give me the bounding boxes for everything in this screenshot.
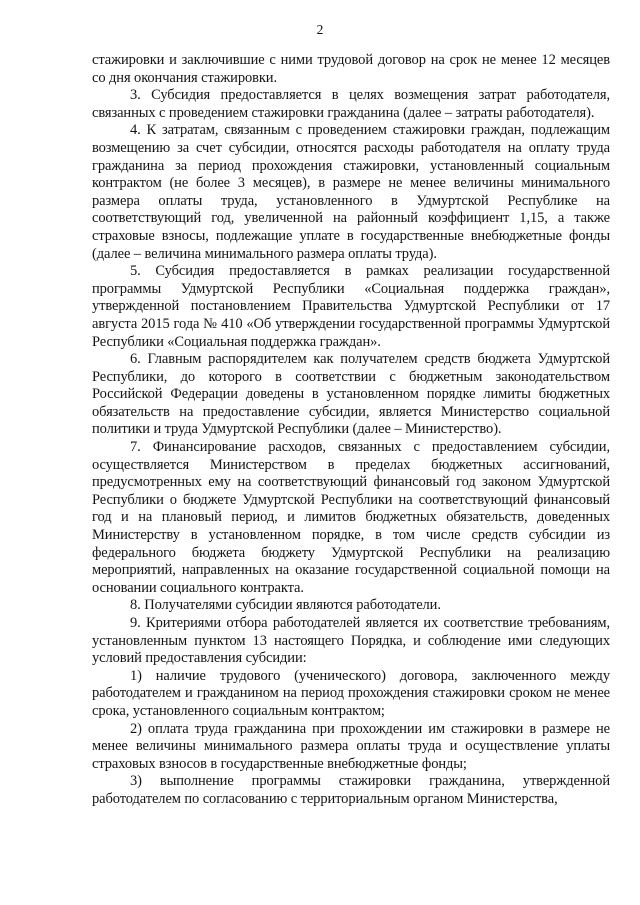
condition-item-2: 2) оплата труда гражданина при прохождении им стажировки в размере не менее величины минимального размера оплаты труда и осуществление уплаты страховых взносов в государственные внебюджетные фонды; xyxy=(92,720,610,772)
document-body xyxy=(92,52,610,809)
paragraph-5: 5. Субсидия предоставляется в рамках реализации государственной программы Удмуртской Республики «Социальная поддержка граждан», утвержденной постановлением Правительства Удмуртской Республики от 17 августа 2015 года № 410 «Об утверждении государственной программы Удмуртской Республики «Социальная поддержка граждан». xyxy=(92,263,610,350)
paragraph-6: 6. Главным распорядителем как получателем средств бюджета Удмуртской Республики, до которого в соответствии с бюджетным законодательством Российской Федерации доведены в установленном порядке лимиты бюджетных обязательств на предоставление субсидии, является Министерство социальной политики и труда Удмуртской Республики (далее – Министерство). xyxy=(92,351,610,438)
page-number: 2 xyxy=(316,22,324,37)
paragraph-continuation: стажировки и заключившие с ними трудовой договор на срок не менее 12 месяцев со дня окончания стажировки. xyxy=(92,52,610,86)
paragraph-9: 9. Критериями отбора работодателей является их соответствие требованиям, установленным пунктом 13 настоящего Порядка, и соблюдение ими следующих условий предоставления субсидии: xyxy=(92,615,610,667)
paragraph-3: 3. Субсидия предоставляется в целях возмещения затрат работодателя, связанных с проведением стажировки гражданина (далее – затраты работодателя). xyxy=(92,87,610,121)
paragraph-8: 8. Получателями субсидии являются работодатели. xyxy=(130,597,441,614)
paragraph-7: 7. Финансирование расходов, связанных с предоставлением субсидии, осуществляется Министерством в пределах бюджетных ассигнований, предусмотренных ему на соответствующий финансовый год законом Удмуртской Республики о бюджете Удмуртской Республики на соответствующий финансовый год и на плановый период, и лимитов бюджетных обязательств, доведенных Министерству в установленном порядке, в том числе средств субсидии из федерального бюджета бюджету Удмуртской Республики на реализацию мероприятий, направленных на оказание государственной социальной помощи на основании социального контракта. xyxy=(92,439,610,596)
paragraph-4: 4. К затратам, связанным с проведением стажировки граждан, подлежащим возмещению за счет субсидии, относятся расходы работодателя на оплату труда гражданина за период прохождения стажировки, установленный социальным контрактом (не более 3 месяцев), в размере не менее величины минимального размера оплаты труда, установленного в Удмуртской Республике на соответствующий год, увеличенной на районный коэффициент 1,15, а также страховые взносы, подлежащие уплате в государственные внебюджетные фонды (далее – величина минимального размера оплаты труда). xyxy=(92,122,610,262)
condition-item-1: 1) наличие трудового (ученического) договора, заключенного между работодателем и гражданином на период прохождения стажировки сроком не менее срока, установленного социальным контрактом; xyxy=(92,667,610,719)
condition-item-3: 3) выполнение программы стажировки гражданина, утвержденной работодателем по согласованию с территориальным органом Министерства, xyxy=(92,773,610,807)
